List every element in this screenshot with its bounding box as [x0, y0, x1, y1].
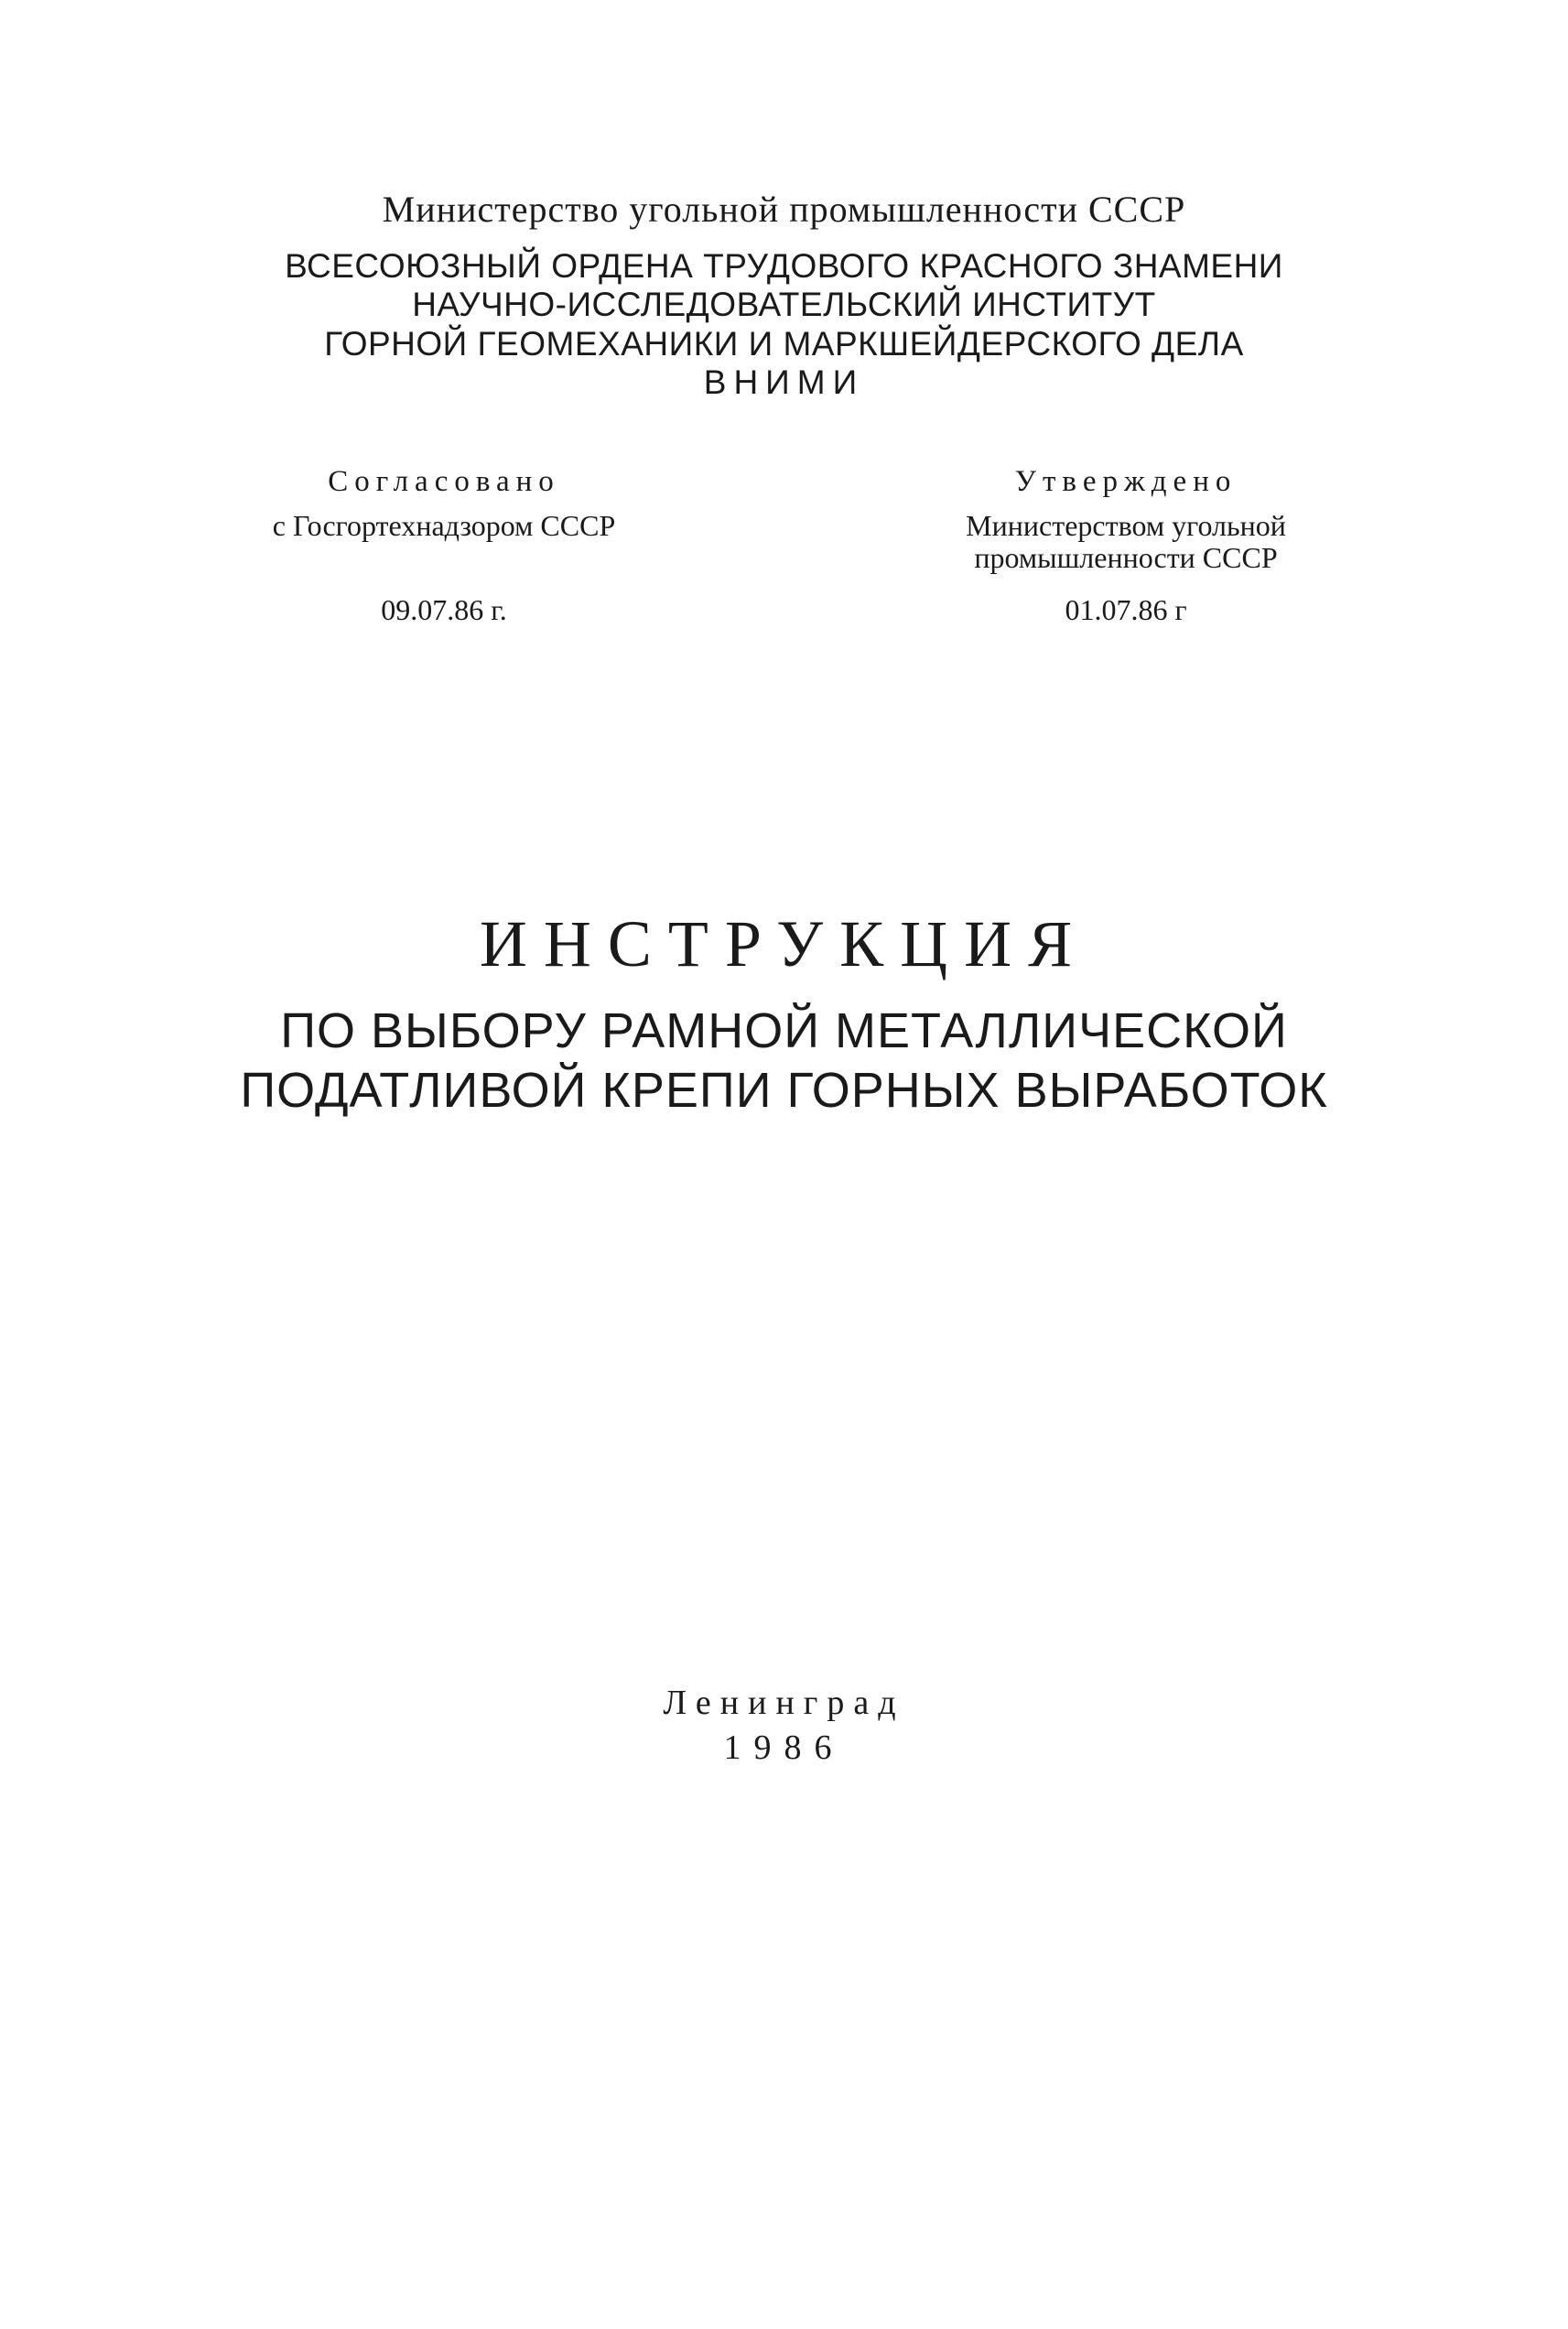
ministry-name: Министерство угольной промышленности СССР [382, 189, 1186, 230]
agreed-date: 09.07.86 г. [381, 593, 507, 626]
document-title-line-1: ПО ВЫБОРУ РАМНОЙ МЕТАЛЛИЧЕСКОЙ [280, 1003, 1288, 1058]
document-title-line-2: ПОДАТЛИВОЙ КРЕПИ ГОРНЫХ ВЫРАБОТОК [240, 1063, 1328, 1118]
institute-line-1: ВСЕСОЮЗНЫЙ ОРДЕНА ТРУДОВОГО КРАСНОГО ЗНАМЕНИ [285, 247, 1283, 285]
approved-date: 01.07.86 г [1065, 593, 1187, 626]
institute-line-2: НАУЧНО-ИССЛЕДОВАТЕЛЬСКИЙ ИНСТИТУТ [412, 286, 1156, 323]
approved-body-line-2: промышленности СССР [974, 541, 1278, 574]
approved-body-line-1: Министерством угольной [966, 509, 1286, 542]
imprint-year: 1986 [723, 1728, 845, 1767]
agreed-label: Согласовано [328, 465, 560, 498]
institute-line-3: ГОРНОЙ ГЕОМЕХАНИКИ И МАРКШЕЙДЕРСКОГО ДЕЛА [324, 325, 1244, 363]
imprint-city: Ленинград [663, 1684, 905, 1722]
approved-label: Утверждено [1014, 465, 1238, 498]
institute-abbreviation: ВНИМИ [703, 363, 865, 401]
document-type: ИНСТРУКЦИЯ [479, 907, 1089, 980]
agreed-body: с Госгортехнадзором СССР [272, 509, 616, 542]
